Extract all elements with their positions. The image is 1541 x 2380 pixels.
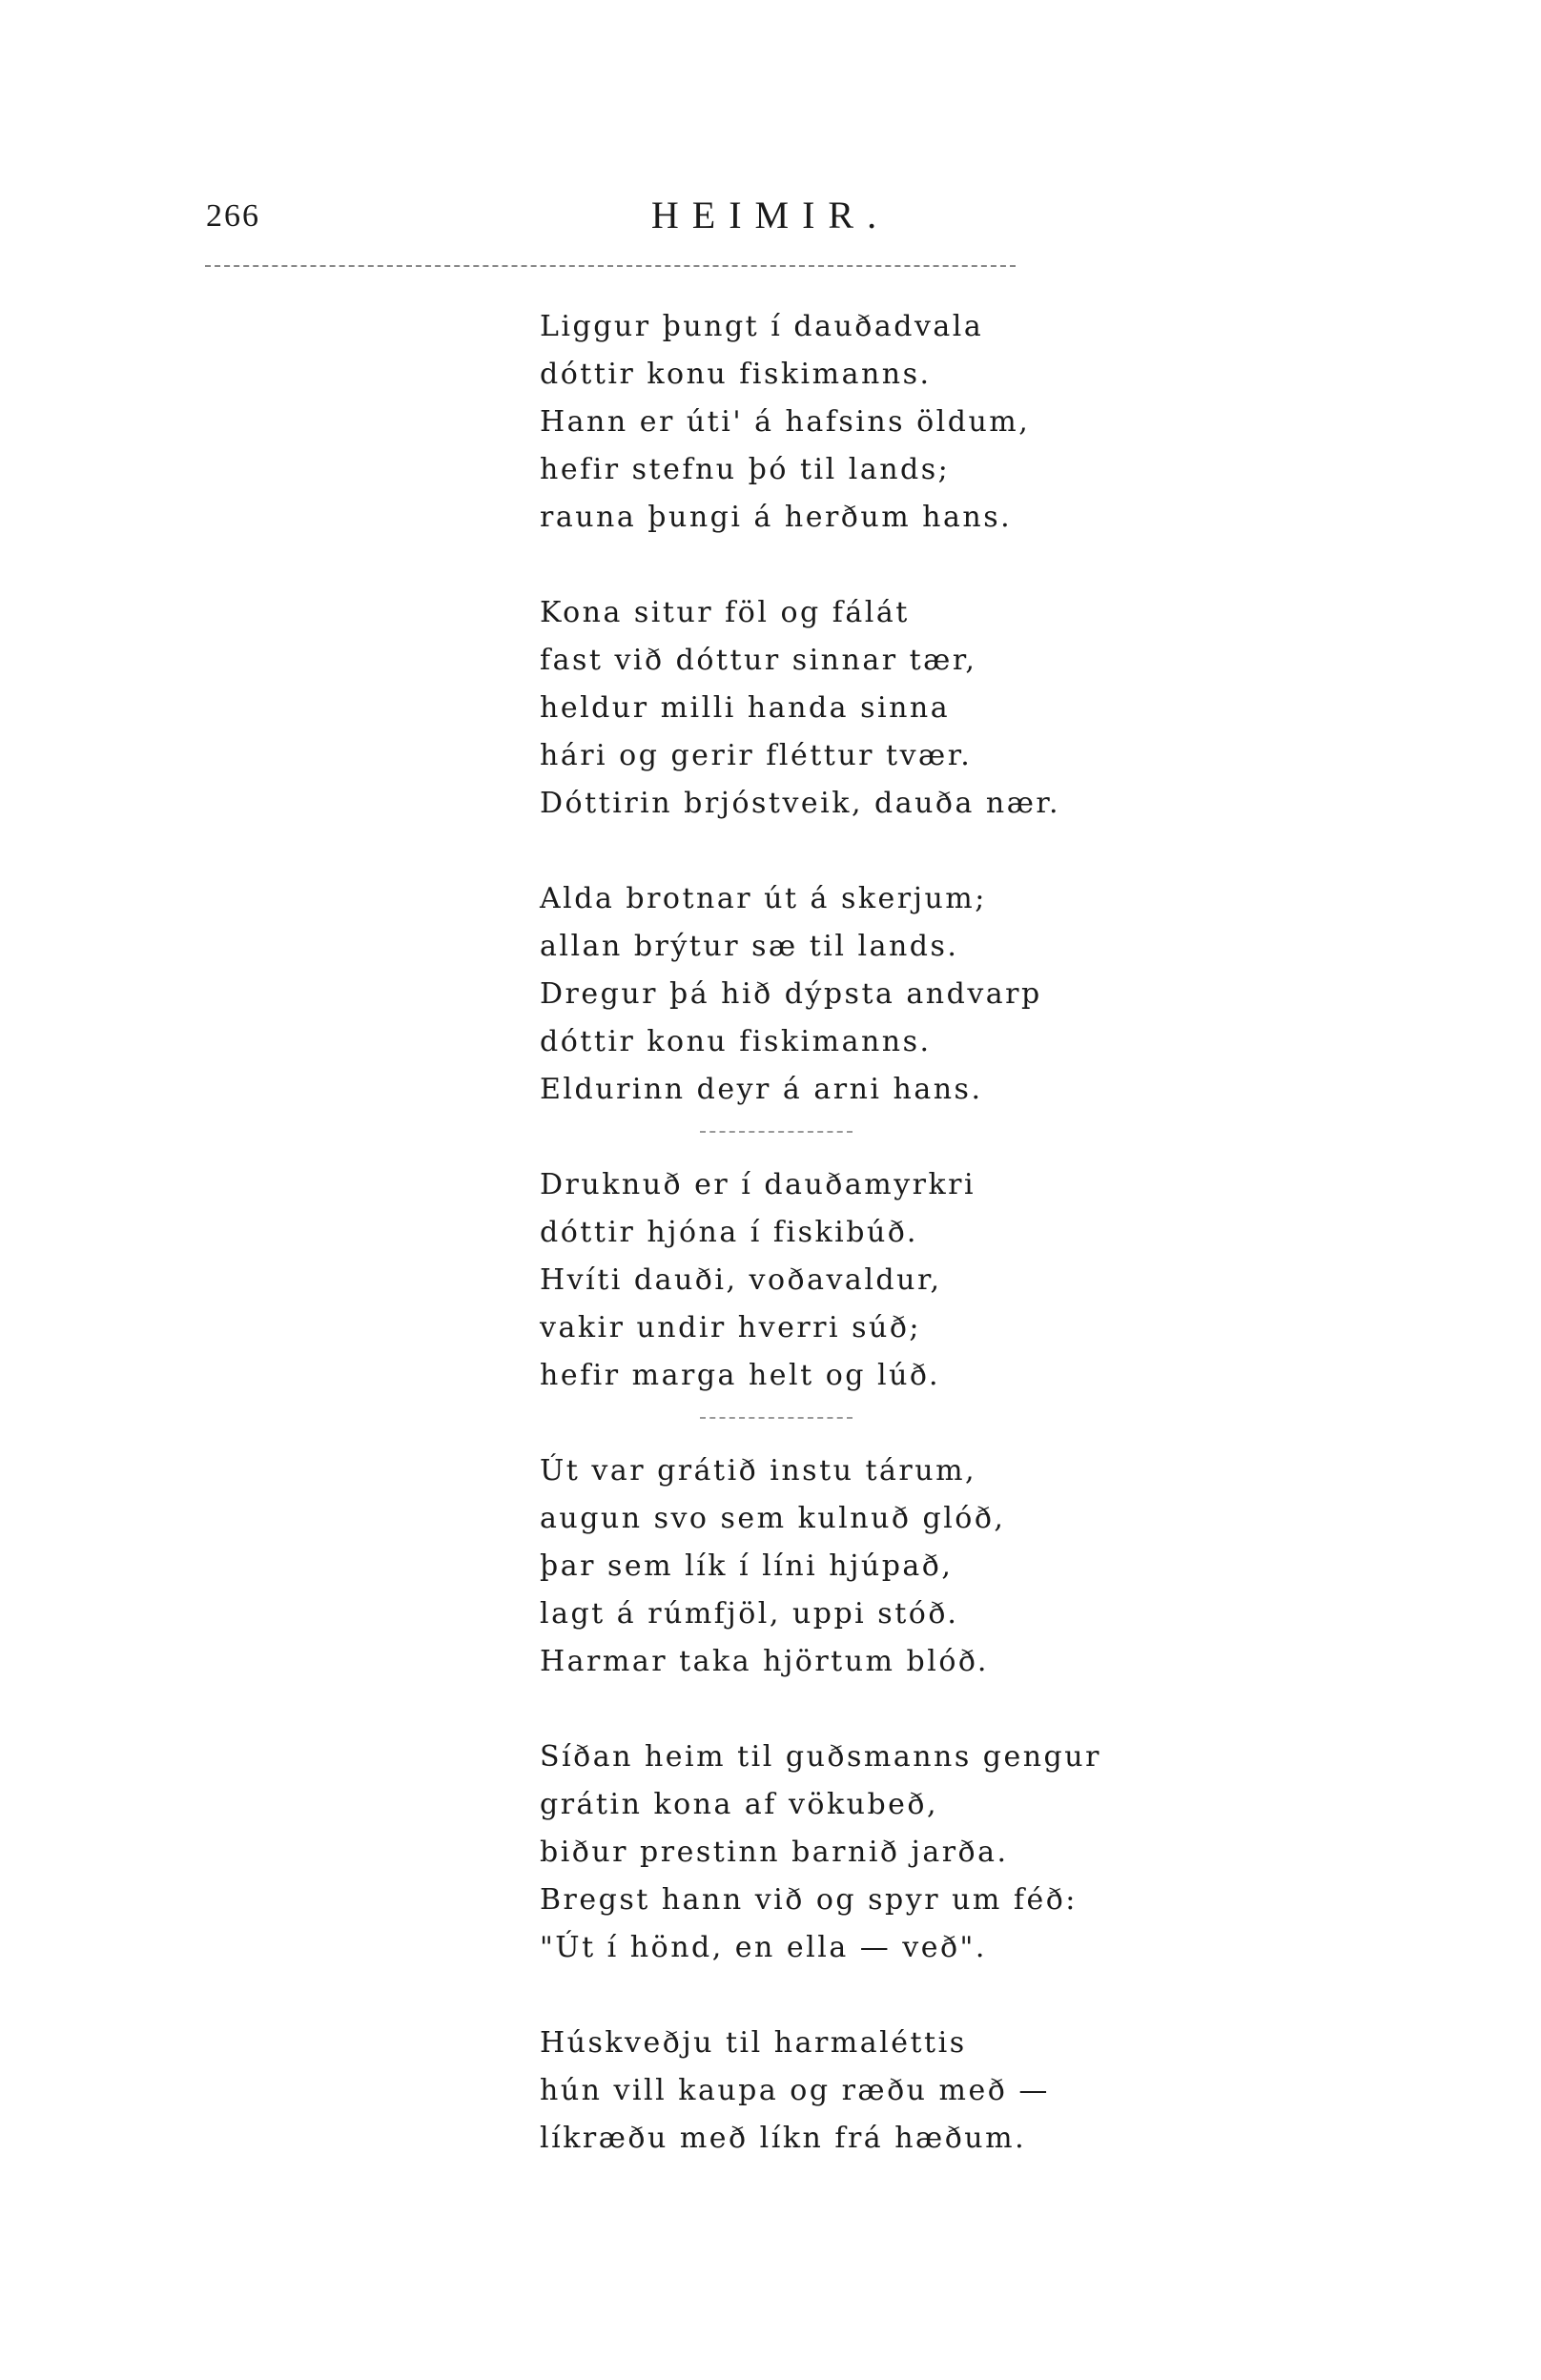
poem-line: augun svo sem kulnuð glóð,: [540, 1502, 1006, 1535]
stanza-separator: [700, 1417, 853, 1419]
poem-line: lagt á rúmfjöl, uppi stóð.: [540, 1597, 959, 1631]
stanza-gap: [540, 1114, 1207, 1161]
poem-line: hún vill kaupa og ræðu með —: [540, 2074, 1050, 2107]
stanza-gap: [540, 542, 1207, 589]
stanza-gap: [540, 1686, 1207, 1734]
poem-line: biður prestinn barnið jarða.: [540, 1836, 1009, 1869]
poem-line: hári og gerir fléttur tvær.: [540, 739, 973, 772]
poem-line: Hvíti dauði, voðavaldur,: [540, 1263, 942, 1297]
poem-line: Bregst hann við og spyr um féð:: [540, 1883, 1078, 1917]
stanza-gap: [540, 1400, 1207, 1447]
poem-line: Húskveðju til harmaléttis: [540, 2026, 967, 2060]
running-title: HEIMIR.: [650, 194, 891, 236]
poem-line: vakir undir hverri súð;: [540, 1311, 922, 1344]
poem-line: Eldurinn deyr á arni hans.: [540, 1073, 983, 1106]
poem: [540, 303, 1207, 2163]
poem-line: grátin kona af vökubeð,: [540, 1788, 939, 1821]
poem-line: Kona situr föl og fálát: [540, 596, 910, 629]
poem-line: Harmar taka hjörtum blóð.: [540, 1645, 989, 1678]
poem-line: hefir stefnu þó til lands;: [540, 453, 951, 486]
stanza-gap: [540, 1972, 1207, 2020]
poem-line: rauna þungi á herðum hans.: [540, 501, 1013, 534]
poem-line: Síðan heim til guðsmanns gengur: [540, 1740, 1101, 1774]
stanza: [540, 875, 1207, 1114]
poem-line: dóttir konu fiskimanns.: [540, 1025, 932, 1058]
header-rule: [205, 265, 1016, 267]
poem-line: hefir marga helt og lúð.: [540, 1359, 940, 1392]
poem-line: Dregur þá hið dýpsta andvarp: [540, 977, 1042, 1011]
stanza: [540, 1161, 1207, 1400]
poem-line: heldur milli handa sinna: [540, 691, 951, 725]
stanza: [540, 589, 1207, 828]
stanza: [540, 1734, 1207, 1972]
poem-line: Druknuð er í dauðamyrkri: [540, 1168, 976, 1201]
stanza-gap: [540, 828, 1207, 875]
poem-line: allan brýtur sæ til lands.: [540, 930, 959, 963]
poem-line: fast við dóttur sinnar tær,: [540, 644, 977, 677]
page-number: 266: [206, 198, 260, 234]
poem-line: Dóttirin brjóstveik, dauða nær.: [540, 787, 1061, 820]
poem-line: Hann er úti' á hafsins öldum,: [540, 405, 1031, 439]
stanza: [540, 303, 1207, 542]
stanza: [540, 2020, 1207, 2163]
poem-line: "Út í hönd, en ella — veð".: [540, 1931, 987, 1964]
poem-line: dóttir konu fiskimanns.: [540, 358, 932, 391]
poem-line: dóttir hjóna í fiskibúð.: [540, 1216, 918, 1249]
poem-line: Út var grátið instu tárum,: [540, 1454, 977, 1488]
poem-line: líkræðu með líkn frá hæðum.: [540, 2122, 1027, 2155]
stanza-separator: [700, 1131, 853, 1133]
poem-line: þar sem lík í líni hjúpað,: [540, 1549, 954, 1583]
poem-line: Liggur þungt í dauðadvala: [540, 310, 984, 343]
stanza: [540, 1447, 1207, 1686]
poem-line: Alda brotnar út á skerjum;: [540, 882, 987, 915]
